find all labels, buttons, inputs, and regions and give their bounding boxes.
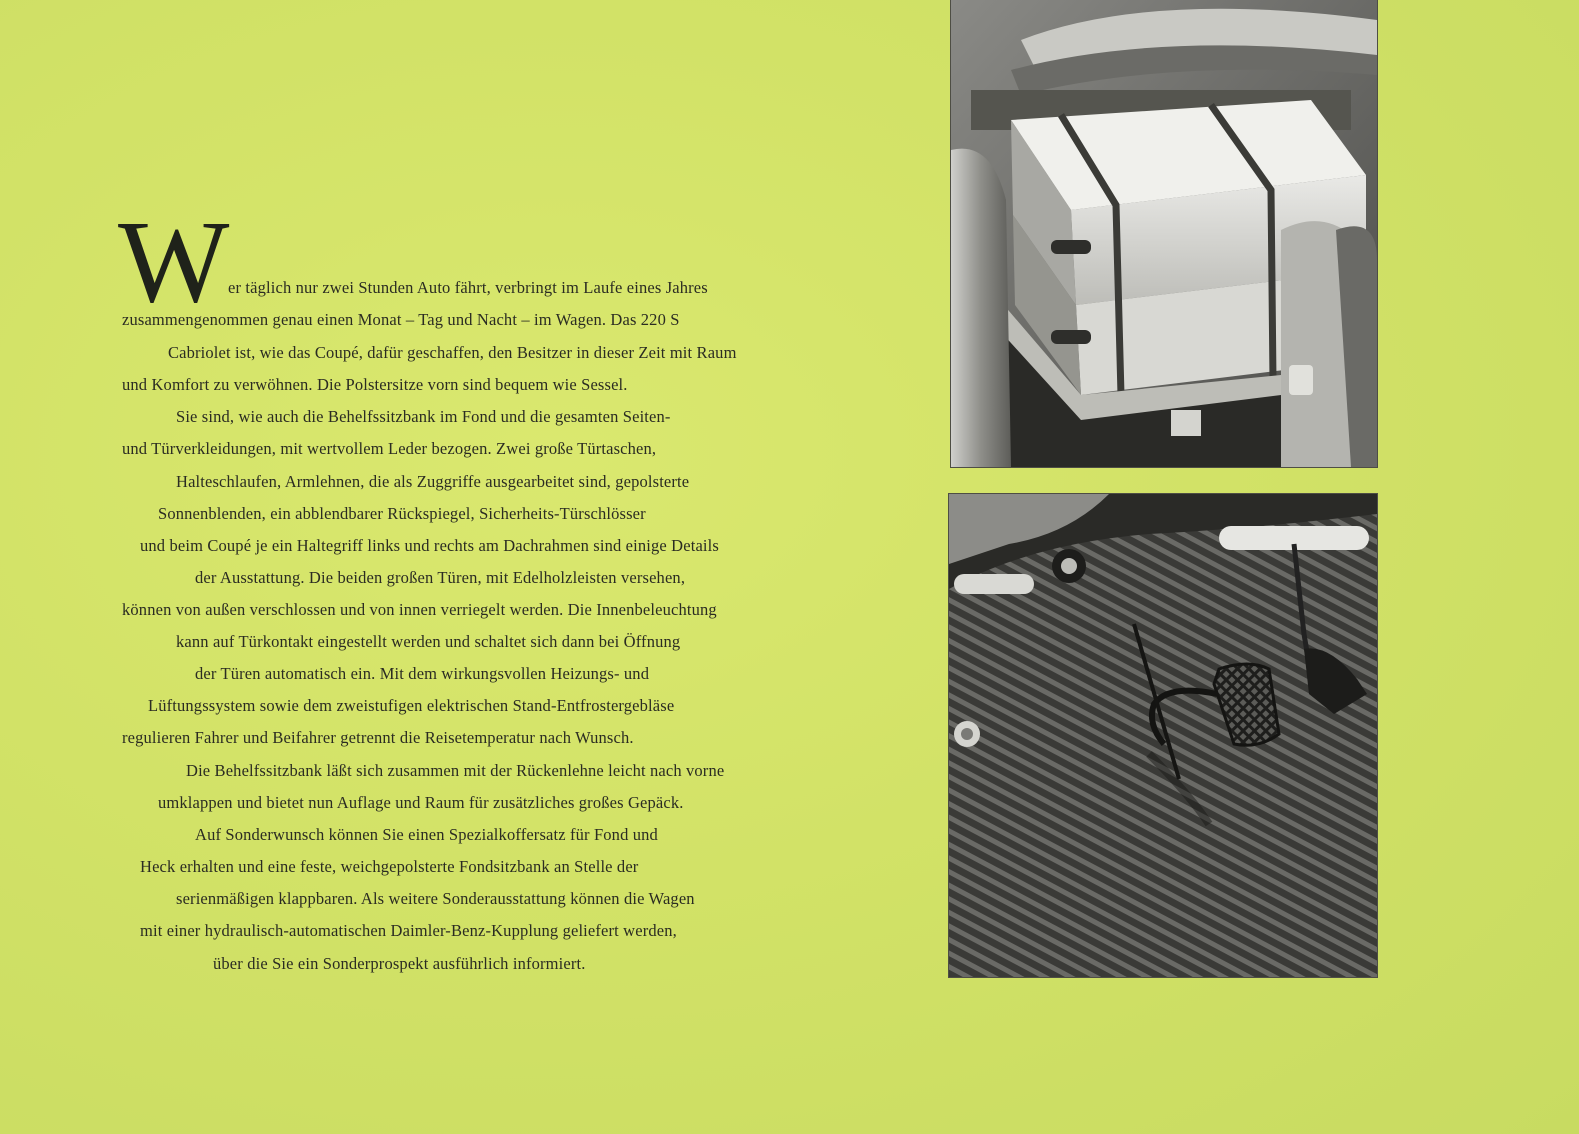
pedals-photo [949,494,1377,977]
drop-cap: W [118,196,226,327]
text-line: und Komfort zu verwöhnen. Die Polstersitze vorn sind bequem wie Sessel. [122,375,628,394]
text-line: der Türen automatisch ein. Mit dem wirkungsvollen Heizungs- und [195,664,650,683]
text-line: Die Behelfssitzbank läßt sich zusammen mit der Rückenlehne leicht nach vorne [186,761,725,780]
text-line: zusammengenommen genau einen Monat – Tag und Nacht – im Wagen. Das 220 S [122,310,680,329]
text-line: und beim Coupé je ein Haltegriff links und rechts am Dachrahmen sind einige Details [140,536,719,555]
text-line: Lüftungssystem sowie dem zweistufigen elektrischen Stand-Entfrostergebläse [148,696,675,715]
luggage-photo [951,0,1377,467]
luggage-illustration [951,0,1377,467]
text-line: mit einer hydraulisch-automatischen Daimler-Benz-Kupplung geliefert werden, [140,921,677,940]
text-line: Cabriolet ist, wie das Coupé, dafür geschaffen, den Besitzer in dieser Zeit mit Raum [168,343,737,362]
text-line: regulieren Fahrer und Beifahrer getrennt die Reisetemperatur nach Wunsch. [122,728,634,747]
text-line: Heck erhalten und eine feste, weichgepolsterte Fondsitzbank an Stelle der [140,857,639,876]
text-line: und Türverkleidungen, mit wertvollem Leder bezogen. Zwei große Türtaschen, [122,439,657,458]
text-line: kann auf Türkontakt eingestellt werden und schaltet sich dann bei Öffnung [176,632,681,651]
text-line: er täglich nur zwei Stunden Auto fährt, verbringt im Laufe eines Jahres [228,278,708,297]
text-line: Sie sind, wie auch die Behelfssitzbank im Fond und die gesamten Seiten- [176,407,671,426]
text-line: können von außen verschlossen und von innen verriegelt werden. Die Innenbeleuchtung [122,600,717,619]
pedals-illustration [949,494,1377,977]
text-line: Halteschlaufen, Armlehnen, die als Zuggriffe ausgearbeitet sind, gepolsterte [176,472,690,491]
text-line: Auf Sonderwunsch können Sie einen Spezialkoffersatz für Fond und [195,825,658,844]
text-line: der Ausstattung. Die beiden großen Türen, mit Edelholzleisten versehen, [195,568,686,587]
text-line: umklappen und bietet nun Auflage und Raum für zusätzliches großes Gepäck. [158,793,684,812]
text-line: über die Sie ein Sonderprospekt ausführlich informiert. [213,954,586,973]
text-line: serienmäßigen klappbaren. Als weitere Sonderausstattung können die Wagen [176,889,695,908]
text-line: Sonnenblenden, ein abblendbarer Rückspiegel, Sicherheits-Türschlösser [158,504,646,523]
